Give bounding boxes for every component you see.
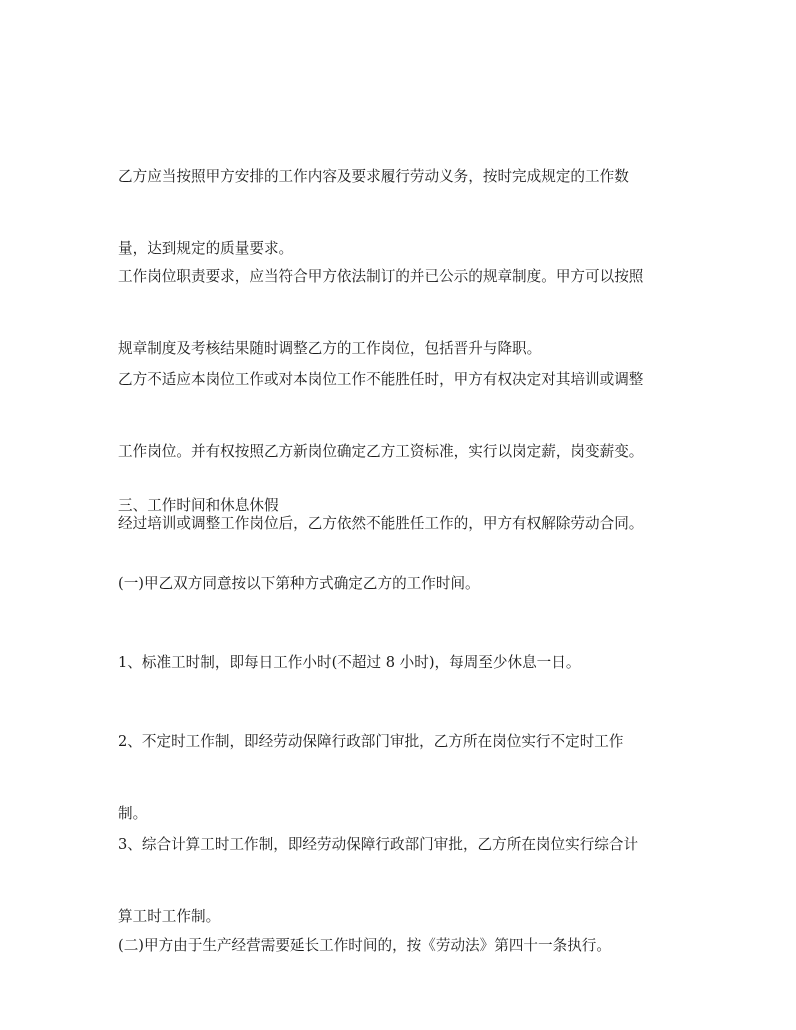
text-line: 规章制度及考核结果随时调整乙方的工作岗位，包括晋升与降职。 — [118, 340, 542, 357]
text-line: 经过培训或调整工作岗位后，乙方依然不能胜任工作的，甲方有权解除劳动合同。 — [118, 515, 644, 532]
text-line: 乙方应当按照甲方安排的工作内容及要求履行劳动义务，按时完成规定的工作数 — [118, 168, 629, 185]
text-line: 三、工作时间和休息休假 — [118, 497, 279, 514]
text-line: (二)甲方由于生产经营需要延长工作时间的，按《劳动法》第四十一条执行。 — [118, 937, 611, 954]
clause-2-overtime — [118, 886, 683, 1006]
text-line: 工作岗位职责要求，应当符合甲方依法制订的并已公示的规章制度。甲方可以按照 — [118, 268, 644, 285]
text-line: 制。 — [118, 805, 148, 822]
text-line: 量，达到规定的质量要求。 — [118, 240, 294, 257]
text-line: (一)甲乙双方同意按以下第种方式确定乙方的工作时间。 — [118, 575, 480, 592]
text-line: 工作岗位。并有权按照乙方新岗位确定乙方工资标准，实行以岗定薪，岗变薪变。 — [118, 443, 644, 460]
text-line: 3、综合计算工时工作制，即经劳动保障行政部门审批，乙方所在岗位实行综合计 — [118, 836, 639, 853]
text-line: 2、不定时工作制，即经劳动保障行政部门审批，乙方所在岗位实行不定时工作 — [118, 733, 624, 750]
text-line: 乙方不适应本岗位工作或对本岗位工作不能胜任时，甲方有权决定对其培训或调整 — [118, 371, 644, 388]
text-line: 1、标准工时制，即每日工作小时(不超过 8 小时)，每周至少休息一日。 — [118, 654, 581, 671]
text-line: 算工时工作制。 — [118, 908, 221, 925]
